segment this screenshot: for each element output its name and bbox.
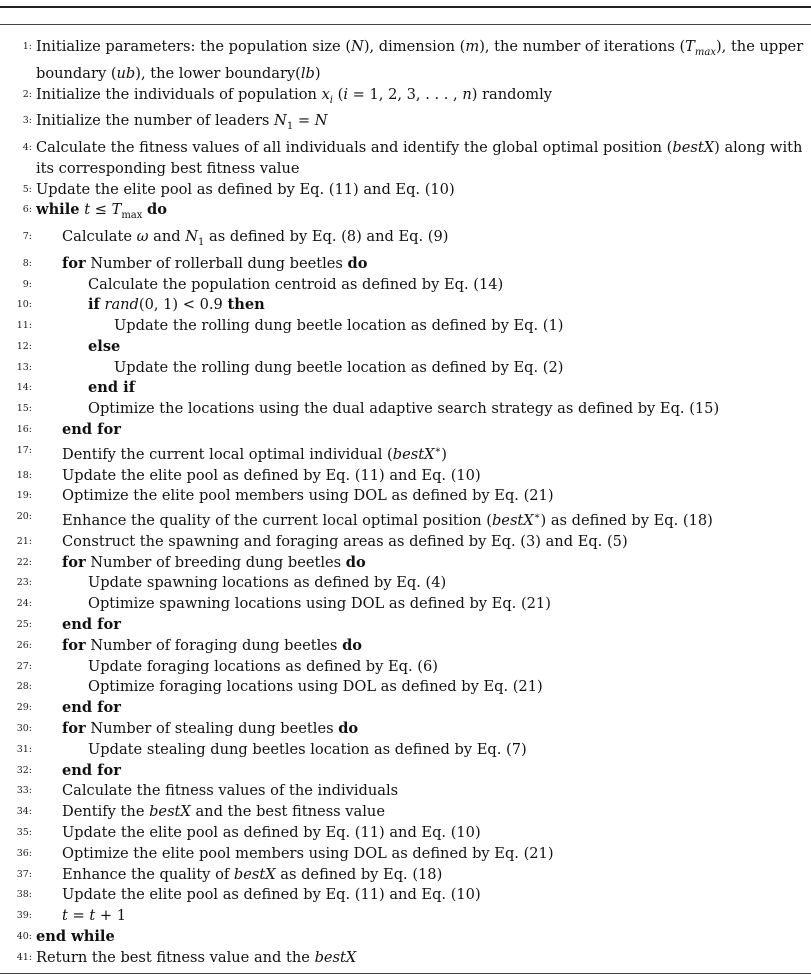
line-text: Update the rolling dung beetle location as defined by Eq. (2) [114, 358, 564, 376]
algorithm-line [0, 761, 811, 782]
line-number: 39: [16, 910, 32, 922]
algorithm-line [0, 200, 811, 227]
line-text: Return the best fitness value and the bestX [36, 948, 357, 966]
top-rule [0, 6, 811, 8]
line-text: Initialize the number of leaders $N_1 = N$ [36, 112, 328, 133]
line-text: else [88, 337, 121, 355]
algorithm-line [0, 507, 811, 532]
line-number: 25: [16, 618, 32, 630]
line-number: 30: [16, 722, 32, 734]
line-text: if rand(0, 1) < 0.9 then [88, 296, 265, 314]
algorithm-line [0, 466, 811, 487]
line-number: 3: [22, 115, 32, 127]
algorithm-line [0, 420, 811, 441]
line-text: end for [62, 421, 121, 439]
algorithm-block [0, 6, 811, 974]
algorithm-line [0, 844, 811, 865]
line-number: 7: [22, 231, 32, 242]
algorithm-line [0, 948, 811, 969]
line-text: Optimize spawning locations using DOL as defined by Eq. (21) [88, 595, 551, 613]
line-number: 6: [22, 204, 32, 216]
line-text: Optimize the locations using the dual adaptive search strategy as defined by Eq. (15) [88, 400, 720, 418]
algorithm-line [0, 698, 811, 719]
algorithm-line [0, 802, 811, 823]
algorithm-line [0, 275, 811, 296]
algorithm-line [0, 927, 811, 948]
line-text: for Number of rollerball dung beetles do [62, 254, 368, 272]
line-number: 23: [16, 577, 32, 589]
line-text: while $t \le T_{max}$ do [36, 201, 167, 222]
line-number: 22: [16, 556, 32, 568]
algorithm-line [0, 378, 811, 399]
line-number: 4: [22, 141, 32, 153]
algorithm-line [0, 111, 811, 138]
line-text: Dentify the current local optimal individual (bestX∗) [62, 444, 447, 463]
line-text: for Number of foraging dung beetles do [62, 636, 363, 654]
line-number: 18: [16, 469, 32, 481]
line-text: Construct the spawning and foraging areas as defined by Eq. (3) and Eq. (5) [62, 532, 628, 550]
line-number: 24: [16, 598, 32, 610]
line-number: 37: [16, 868, 32, 880]
line-text: end while [36, 927, 115, 945]
line-number: 27: [16, 660, 32, 672]
line-text: Calculate the population centroid as defined by Eq. (14) [88, 275, 504, 293]
line-number: 16: [16, 424, 32, 436]
line-text: Enhance the quality of bestX as defined by Eq. (18) [62, 865, 443, 883]
algorithm-line [0, 486, 811, 507]
line-number: 1: [22, 41, 32, 52]
line-number: 33: [16, 785, 32, 797]
line-number: 34: [16, 806, 32, 818]
line-number: 19: [16, 490, 32, 502]
line-text: end for [62, 615, 121, 633]
algorithm-line [0, 865, 811, 886]
line-number: 41: [16, 951, 32, 963]
line-text: Calculate the fitness values of all individuals and identify the global optimal position (bestX) along with its corresponding best fitness value [36, 138, 803, 177]
algorithm-line [0, 906, 811, 927]
line-text: Calculate ω and $N_1$ as defined by Eq. (8) and Eq. (9) [62, 228, 449, 248]
line-text: end for [62, 761, 121, 779]
line-text: Optimize the elite pool members using DOL as defined by Eq. (21) [62, 844, 554, 862]
line-number: 29: [16, 702, 32, 714]
line-number: 32: [16, 764, 32, 776]
line-number: 28: [16, 681, 32, 693]
algorithm-line [0, 553, 811, 574]
algorithm-line [0, 636, 811, 657]
mid-rule [0, 24, 811, 25]
line-text: Optimize the elite pool members using DOL as defined by Eq. (21) [62, 487, 554, 505]
line-number: 40: [16, 930, 32, 942]
algorithm-line [0, 594, 811, 615]
line-number: 21: [16, 535, 32, 547]
line-text: Update the elite pool as defined by Eq. (11) and Eq. (10) [62, 466, 481, 484]
line-number: 35: [16, 826, 32, 838]
algorithm-line [0, 295, 811, 316]
line-number: 17: [16, 444, 32, 456]
line-number: 20: [16, 511, 32, 523]
line-text: Update spawning locations as defined by Eq. (4) [88, 574, 447, 592]
line-text: Update the elite pool as defined by Eq. (11) and Eq. (10) [36, 180, 455, 198]
line-number: 14: [16, 382, 32, 394]
line-number: 26: [16, 639, 32, 651]
algorithm-lines [0, 37, 811, 969]
line-number: 13: [16, 361, 32, 373]
line-number: 11: [16, 320, 32, 332]
line-number: 5: [22, 183, 32, 195]
line-text: end for [62, 699, 121, 717]
algorithm-line [0, 677, 811, 698]
line-number: 10: [16, 299, 32, 311]
algorithm-line [0, 37, 811, 85]
line-number: 15: [16, 403, 32, 415]
line-text: Update foraging locations as defined by Eq. (6) [88, 657, 438, 675]
algorithm-line [0, 657, 811, 678]
algorithm-line [0, 254, 811, 275]
algorithm-line [0, 781, 811, 802]
line-text: Dentify the bestX and the best fitness value [62, 803, 385, 821]
line-number: 36: [16, 847, 32, 859]
bottom-rule [0, 973, 811, 974]
line-text: Enhance the quality of the current local optimal position (bestX∗) as defined by Eq. (18) [62, 511, 713, 529]
line-text: Update the elite pool as defined by Eq. (11) and Eq. (10) [62, 823, 481, 841]
algorithm-line [0, 615, 811, 636]
algorithm-line [0, 573, 811, 594]
line-text: Initialize parameters: the population size (N), dimension (m), the number of iterations $(T_{max})$, the upper boundary (ub), the lower boundary(lb) [36, 38, 804, 82]
line-text: Calculate the fitness values of the individuals [62, 782, 399, 800]
line-text: Update the rolling dung beetle location as defined by Eq. (1) [114, 317, 564, 335]
algorithm-line [0, 719, 811, 740]
line-text: for Number of stealing dung beetles do [62, 719, 359, 737]
algorithm-line [0, 316, 811, 337]
algorithm-line [0, 227, 811, 254]
algorithm-line [0, 823, 811, 844]
line-number: 8: [22, 257, 32, 269]
line-text: Update the elite pool as defined by Eq. (11) and Eq. (10) [62, 886, 481, 904]
algorithm-line [0, 740, 811, 761]
algorithm-line [0, 885, 811, 906]
line-text: for Number of breeding dung beetles do [62, 553, 366, 571]
line-number: 12: [16, 340, 32, 352]
algorithm-line [0, 532, 811, 553]
line-text: t = t + 1 [62, 907, 127, 925]
algorithm-line [0, 399, 811, 420]
algorithm-line [0, 180, 811, 201]
line-number: 9: [22, 278, 32, 290]
line-text: Initialize the individuals of population $x_i$ (i = 1, 2, 3, . . . , n) randomly [36, 85, 553, 106]
line-text: Update stealing dung beetles location as defined by Eq. (7) [88, 740, 527, 758]
line-number: 2: [22, 88, 32, 100]
line-text: end if [88, 379, 136, 397]
line-text: Optimize foraging locations using DOL as defined by Eq. (21) [88, 678, 543, 696]
line-number: 31: [16, 743, 32, 755]
line-number: 38: [16, 889, 32, 901]
algorithm-line [0, 85, 811, 112]
algorithm-line [0, 337, 811, 358]
algorithm-line [0, 358, 811, 379]
algorithm-line [0, 138, 811, 180]
algorithm-line [0, 441, 811, 466]
